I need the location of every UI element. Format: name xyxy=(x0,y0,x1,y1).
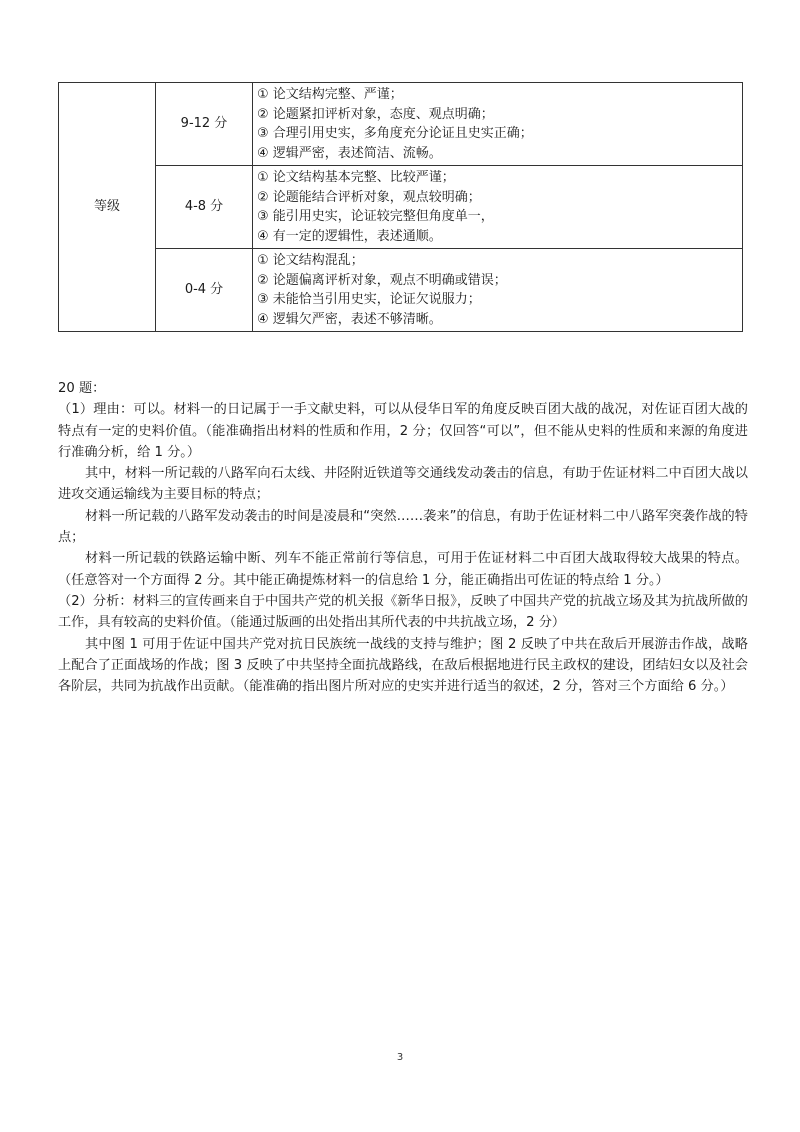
rubric-row-tier-1 xyxy=(59,83,743,166)
score-range: 4-8 分 xyxy=(184,199,224,215)
criterion-line: ① 论文结构基本完整、比较严谨； xyxy=(257,170,455,185)
criteria-cell xyxy=(253,166,743,249)
criterion-line: ③ 合理引用史实，多角度充分论证且史实正确； xyxy=(257,126,533,141)
answer-paragraph: 其中，材料一所记载的八路军向石太线、井陉附近铁道等交通线发动袭击的信息，有助于佐证材料二中百团大战以进攻交通运输线为主要目标的特点； xyxy=(58,466,748,503)
score-cell xyxy=(156,166,253,249)
answer-section xyxy=(58,378,748,697)
criterion-line: ① 论文结构完整、严谨； xyxy=(257,87,403,102)
score-range: 0-4 分 xyxy=(184,282,224,298)
answer-paragraph: （1）理由：可以。材料一的日记属于一手文献史料，可以从侵华日军的角度反映百团大战的战况，对佐证百团大战的特点有一定的史料价值。（能准确指出材料的性质和作用，2 分；仅回答“可以”，但不能从史料的性质和来源的角度进行准确分析，给 1 分。） xyxy=(58,402,748,460)
criterion-line: ② 论题偏离评析对象，观点不明确或错误； xyxy=(257,272,507,288)
answer-paragraph: 材料一所记载的铁路运输中断、列车不能正常前行等信息，可用于佐证材料二中百团大战取得较大战果的特点。（任意答对一个方面得 2 分。其中能正确提炼材料一的信息给 1 分，能正确指出可佐证的特点给 1 分。） xyxy=(58,551,748,588)
rubric-row-tier-3 xyxy=(59,249,743,332)
criterion-line: ② 论题能结合评析对象，观点较明确； xyxy=(257,189,481,205)
score-cell xyxy=(156,83,253,166)
grading-rubric-table xyxy=(58,82,743,332)
score-cell xyxy=(156,249,253,332)
criterion-line: ③ 未能恰当引用史实，论证欠说服力； xyxy=(257,292,481,307)
criterion-line: ④ 逻辑欠严密，表述不够清晰。 xyxy=(257,311,442,327)
criterion-line: ③ 能引用史实，论证较完整但角度单一， xyxy=(257,209,494,224)
question-heading: 20 题： xyxy=(58,381,106,396)
criterion-line: ② 论题紧扣评析对象，态度、观点明确； xyxy=(257,106,494,122)
level-label-cell xyxy=(59,83,156,332)
rubric-row-tier-2 xyxy=(59,166,743,249)
criterion-line: ① 论文结构混乱； xyxy=(257,253,364,268)
answer-paragraph: 其中图 1 可用于佐证中国共产党对抗日民族统一战线的支持与维护；图 2 反映了中共在敌后开展游击作战，战略上配合了正面战场的作战；图 3 反映了中共坚持全面抗战路线，在敌后根据地进行民主政权的建设，团结妇女以及社会各阶层，共同为抗战作出贡献。（能准确的指出图片所对应的史实并进行适当的叙述，2 分，答对三个方面给 6 分。） xyxy=(58,636,748,695)
score-range: 9-12 分 xyxy=(180,116,228,132)
criteria-cell xyxy=(253,249,743,332)
page-number: 3 xyxy=(396,1052,404,1063)
criteria-cell xyxy=(253,83,743,166)
criterion-line: ④ 逻辑严密，表述简洁、流畅。 xyxy=(257,145,442,161)
level-label: 等级 xyxy=(93,199,120,215)
answer-paragraph: 材料一所记载的八路军发动袭击的时间是凌晨和“突然……袭来”的信息，有助于佐证材料二中八路军突袭作战的特点； xyxy=(58,508,748,546)
criterion-line: ④ 有一定的逻辑性，表述通顺。 xyxy=(257,228,442,244)
answer-paragraph: （2）分析：材料三的宣传画来自于中国共产党的机关报《新华日报》，反映了中国共产党的抗战立场及其为抗战所做的工作，具有较高的史料价值。（能通过版画的出处指出其所代表的中共抗战立场，2 分） xyxy=(58,593,748,631)
